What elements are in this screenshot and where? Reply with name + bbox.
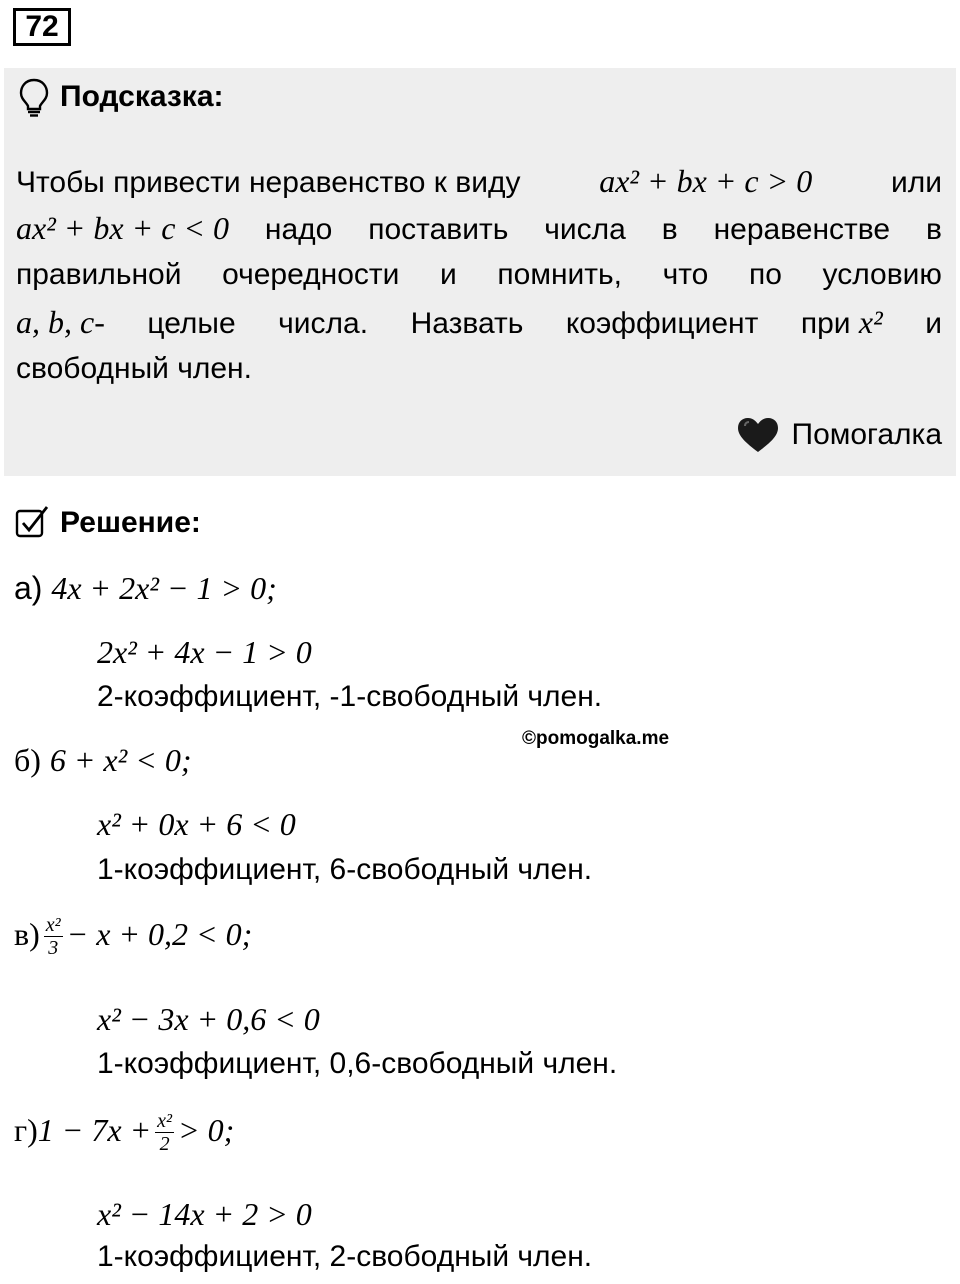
hint-line-1 <box>16 158 942 206</box>
hint-word: помнить, <box>497 258 623 291</box>
part-b-given <box>14 742 191 779</box>
hint-formula: a, b, c- <box>16 304 105 340</box>
part-g-note: 1-коэффициент, 2-свободный член. <box>97 1240 593 1273</box>
inequality: > 0; <box>178 1111 235 1148</box>
part-label: б) <box>14 742 41 778</box>
hint-word: и <box>925 307 942 340</box>
part-b-note: 1-коэффициент, 6-свободный член. <box>97 853 593 886</box>
part-label: а) <box>14 570 43 606</box>
part-label: в) <box>14 915 40 952</box>
heart-icon <box>736 416 780 454</box>
inequality: 6 + x² < 0; <box>49 742 192 778</box>
hint-word: и <box>440 258 457 291</box>
hint-pri-group <box>801 299 883 347</box>
hint-formula: ax² + bx + c < 0 <box>16 210 229 246</box>
fraction-denominator: 3 <box>48 937 59 959</box>
inequality: 4x + 2x² − 1 > 0; <box>51 570 277 606</box>
watermark: ©pomogalka.me <box>522 728 670 749</box>
hint-word: при <box>800 307 851 340</box>
hint-line-2 <box>16 205 942 253</box>
inequality: 1 − 7x + <box>37 1111 152 1148</box>
hint-word: числа. <box>278 307 369 340</box>
hint-word: в <box>925 213 942 246</box>
hint-word: по <box>748 258 782 291</box>
hint-word: целые <box>147 307 236 340</box>
part-a-given <box>14 570 277 607</box>
fraction-denominator: 2 <box>159 1133 170 1155</box>
part-a-note: 2-коэффициент, -1-свободный член. <box>97 680 603 713</box>
part-label: г) <box>14 1111 38 1148</box>
hint-word: очередности <box>222 258 400 291</box>
hint-formula: x² <box>858 304 883 340</box>
fraction-numerator: x² <box>157 1110 173 1132</box>
hint-word: условию <box>822 258 942 291</box>
solution-title: Решение: <box>60 506 201 539</box>
hint-word: что <box>662 258 709 291</box>
part-v-note: 1-коэффициент, 0,6-свободный член. <box>97 1047 618 1080</box>
hint-line-3 <box>16 252 942 298</box>
hint-word: в <box>661 213 678 246</box>
hint-text: или <box>890 166 942 199</box>
part-v-result: x² − 3x + 0,6 < 0 <box>97 1001 320 1037</box>
hint-word: Назвать <box>410 307 524 340</box>
brand-signature <box>736 416 943 454</box>
hint-formula: ax² + bx + c > 0 <box>599 163 813 199</box>
part-a-result: 2x² + 4x − 1 > 0 <box>97 634 312 670</box>
fraction <box>44 914 63 959</box>
hint-word: надо <box>264 213 333 246</box>
hint-word: числа <box>544 213 626 246</box>
checkbox-icon <box>14 504 50 540</box>
hint-word: правильной <box>16 258 182 291</box>
fraction <box>155 1110 174 1155</box>
hint-word: неравенстве <box>713 213 891 246</box>
part-g-given <box>14 1110 234 1155</box>
hint-word: коэффициент <box>565 307 759 340</box>
hint-text: Чтобы привести неравенство к виду <box>16 166 521 199</box>
inequality: − x + 0,2 < 0; <box>66 915 253 952</box>
task-number: 72 <box>13 8 71 46</box>
hint-word: поставить <box>368 213 509 246</box>
part-g-result: x² − 14x + 2 > 0 <box>97 1196 312 1232</box>
hint-line-5: свободный член. <box>16 352 252 385</box>
brand-name: Помогалка <box>791 418 942 451</box>
part-v-given <box>14 914 252 959</box>
hint-title: Подсказка: <box>60 80 224 113</box>
fraction-numerator: x² <box>45 914 61 936</box>
hint-line-4 <box>16 299 942 347</box>
part-b-result: x² + 0x + 6 < 0 <box>97 806 296 842</box>
lightbulb-icon <box>18 78 50 118</box>
